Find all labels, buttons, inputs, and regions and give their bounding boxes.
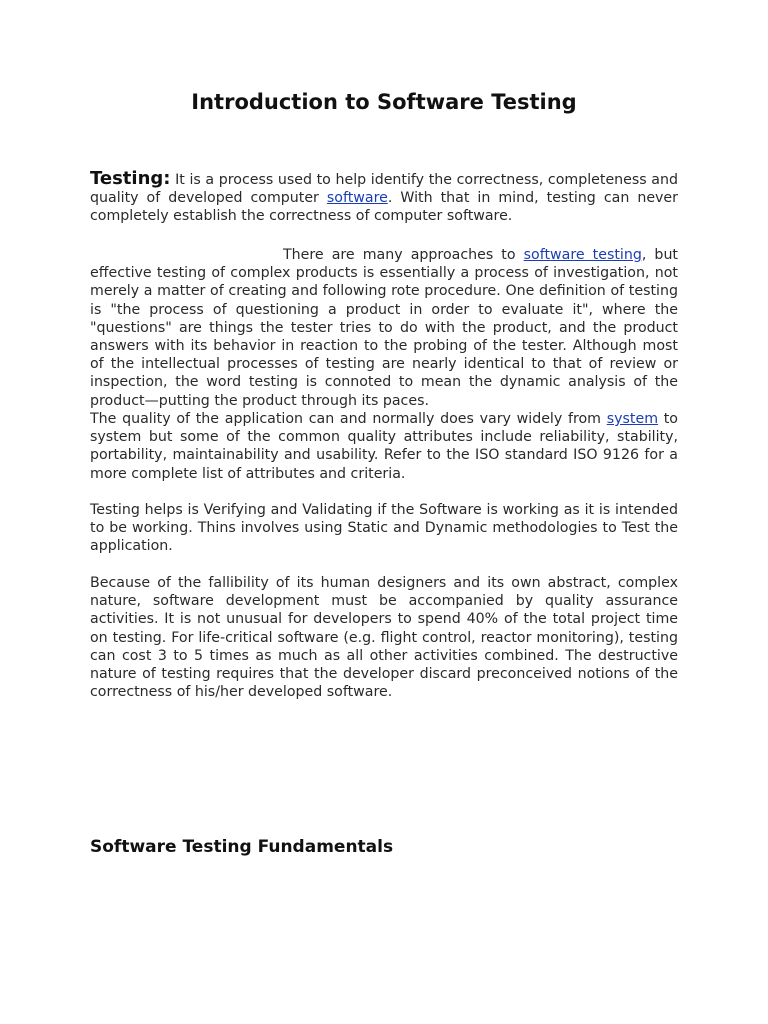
page-title: Introduction to Software Testing [191,90,577,114]
paragraph-fallibility: Because of the fallibility of its human designers and its own abstract, complex nature, software development must be accompanied by quality assurance activities. It is not unusual for developers to spend 40% of the total project time on testing. For life-critical software (e.g. flight control, reactor monitoring), testing can cost 3 to 5 times as much as all other activities combined. The destructive nature of testing requires that the developer discard preconceived notions of the correctness of his/her developed software. [90,575,678,701]
paragraph-testing-definition [90,170,678,226]
software-link[interactable]: software [326,190,388,207]
paragraph-text: . With that in mind, testing can never completely establish the correctness of computer software. [90,190,678,225]
paragraph-verifying-validating: Testing helps is Verifying and Validating if the Software is working as it is intended to be working. Thins involves using Static and Dynamic methodologies to Test the application. [90,502,678,555]
paragraph-quality [90,410,678,483]
system-link[interactable]: system [606,411,659,427]
paragraph-text: to system but some of the common quality attributes include reliability, stability, portability, maintainability and usability. Refer to the ISO standard ISO 9126 for a more complete list of attributes and criteria. [90,411,678,482]
paragraph-text: , but effective testing of complex products is essentially a process of investigation, not merely a matter of creating and following rote procedure. One definition of testing is "the process of questioning a product in order to evaluate it", where the "questions" are things the tester tries to do with the product, and the product answers with its behavior in reaction to the probing of the tester. Although most of the intellectual processes of testing are nearly identical to that of review or inspection, the word testing is connoted to mean the dynamic analysis of the product—putting the product through its paces. [90,247,678,409]
paragraph-approaches [90,246,678,410]
paragraph-text: The quality of the application can and normally does vary widely from [90,411,607,427]
paragraph-text: There are many approaches to [283,247,524,263]
paragraph-text: It is a process used to help identify the correctness, completeness and quality of developed computer [90,172,678,207]
section-heading: Software Testing Fundamentals [90,837,394,857]
software-testing-link[interactable]: software testing [523,247,642,263]
testing-lead-term: Testing: [90,168,171,189]
